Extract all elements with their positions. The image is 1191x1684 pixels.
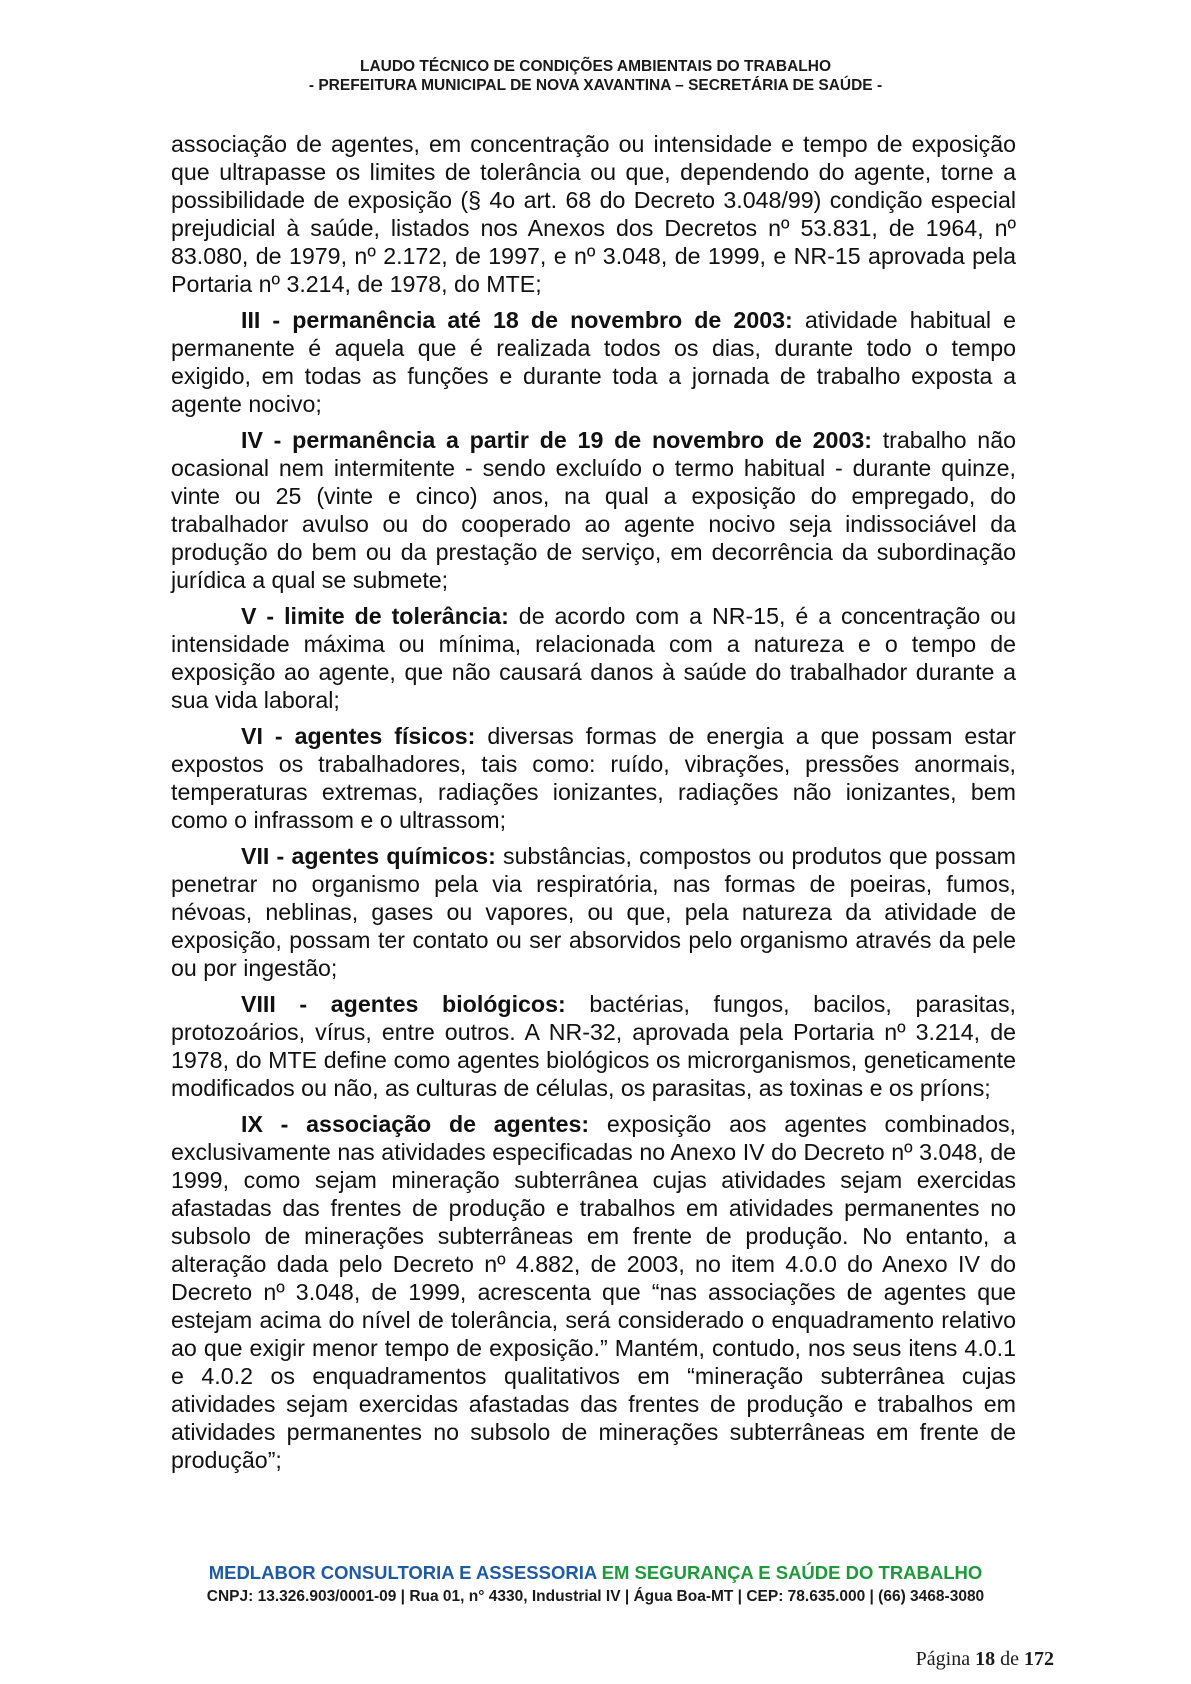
paragraph-text: substâncias, compostos ou produtos que possam penetrar no organismo pela via respiratória, nas formas de poeiras, fumos, névoas, neblinas, gases ou vapores, ou que, pela natureza da atividade de exposição, possam ter contato ou ser absorvidos pelo organismo através da pele ou por ingestão; [171,843,1016,981]
paragraph-text: diversas formas de energia a que possam estar expostos os trabalhadores, tais como: ruído, vibrações, pressões anormais, temperaturas extremas, radiações ionizantes, radiações não ionizantes, bem como o infrassom e o ultrassom; [171,723,1016,833]
paragraph-label: VIII - agentes biológicos: [241,991,566,1017]
page-footer [0,1562,1191,1607]
paragraph-vi [171,722,1016,834]
paragraph-text: exposição aos agentes combinados, exclusivamente nas atividades especificadas no Anexo IV do Decreto nº 3.048, de 1999, como sejam mineração subterrânea cujas atividades sejam exercidas afastadas das frentes de produção e trabalhos em atividades permanentes no subsolo de minerações subterrâneas em frente de produção. No entanto, a alteração dada pelo Decreto nº 4.882, de 2003, no item 4.0.0 do Anexo IV do Decreto nº 3.048, de 1999, acrescenta que “nas associações de agentes que estejam acima do nível de tolerância, será considerado o enquadramento relativo ao que exigir menor tempo de exposição.” Mantém, contudo, nos seus itens 4.0.1 e 4.0.2 os enquadramentos qualitativos em “mineração subterrânea cujas atividades sejam exercidas afastadas das frentes de produção e trabalhos em atividades permanentes no subsolo de minerações subterrâneas em frente de produção”; [171,1111,1016,1473]
page-number-of: de [1000,1648,1019,1670]
paragraph-iv [171,426,1016,594]
header-subtitle: - PREFEITURA MUNICIPAL DE NOVA XAVANTINA – SECRETÁRIA DE SAÚDE - [308,77,883,94]
page-number-current: 18 [975,1648,996,1670]
footer-company-tagline: EM SEGURANÇA E SAÚDE DO TRABALHO [601,1562,983,1583]
paragraph-text: bactérias, fungos, bacilos, parasitas, protozoários, vírus, entre outros. A NR-32, aprovada pela Portaria nº 3.214, de 1978, do MTE define como agentes biológicos os microrganismos, geneticamente modificados ou não, as culturas de células, os parasitas, as toxinas e os príons; [171,991,1016,1101]
paragraph-label: IX - associação de agentes: [241,1111,590,1137]
paragraph-text: de acordo com a NR-15, é a concentração ou intensidade máxima ou mínima, relacionada com a natureza e o tempo de exposição ao agente, que não causará danos à saúde do trabalhador durante a sua vida laboral; [171,603,1016,713]
page-header [0,57,1191,95]
paragraph-v [171,602,1016,714]
paragraph-text: associação de agentes, em concentração ou intensidade e tempo de exposição que ultrapasse os limites de tolerância ou que, dependendo do agente, torne a possibilidade de exposição (§ 4o art. 68 do Decreto 3.048/99) condição especial prejudicial à saúde, listados nos Anexos dos Decretos nº 53.831, de 1964, nº 83.080, de 1979, nº 2.172, de 1997, e nº 3.048, de 1999, e NR-15 aprovada pela Portaria nº 3.214, de 1978, do MTE; [171,131,1016,297]
footer-company-name: MEDLABOR CONSULTORIA E ASSESSORIA [208,1562,597,1583]
page-number-prefix: Página [915,1648,971,1670]
paragraph-label: VII - agentes químicos: [241,843,496,869]
page-number [916,1648,1054,1671]
paragraph-vii [171,842,1016,982]
paragraph-label: V - limite de tolerância: [241,603,509,629]
paragraph-continuation [171,130,1016,298]
footer-address: CNPJ: 13.326.903/0001-09 | Rua 01, n° 4330, Industrial IV | Água Boa-MT | CEP: 78.635.000 | (66) 3468-3080 [206,1588,985,1605]
footer-company [0,1562,1191,1584]
paragraph-text: trabalho não ocasional nem intermitente - sendo excluído o termo habitual - durante quinze, vinte ou 25 (vinte e cinco) anos, na qual a exposição do empregado, do trabalhador avulso ou do cooperado ao agente nocivo seja indissociável da produção do bem ou da prestação de serviço, em decorrência da subordinação jurídica a qual se submete; [171,427,1016,593]
document-body [171,130,1016,1482]
paragraph-label: VI - agentes físicos: [241,723,476,749]
page-number-total: 172 [1024,1648,1054,1670]
paragraph-label: III - permanência até 18 de novembro de 2003: [241,307,793,333]
paragraph-viii [171,990,1016,1102]
paragraph-label: IV - permanência a partir de 19 de novembro de 2003: [241,427,872,453]
paragraph-ix [171,1110,1016,1474]
header-title: LAUDO TÉCNICO DE CONDIÇÕES AMBIENTAIS DO TRABALHO [359,58,832,75]
paragraph-text: atividade habitual e permanente é aquela que é realizada todos os dias, durante todo o tempo exigido, em todas as funções e durante toda a jornada de trabalho exposta a agente nocivo; [171,307,1016,417]
paragraph-iii [171,306,1016,418]
